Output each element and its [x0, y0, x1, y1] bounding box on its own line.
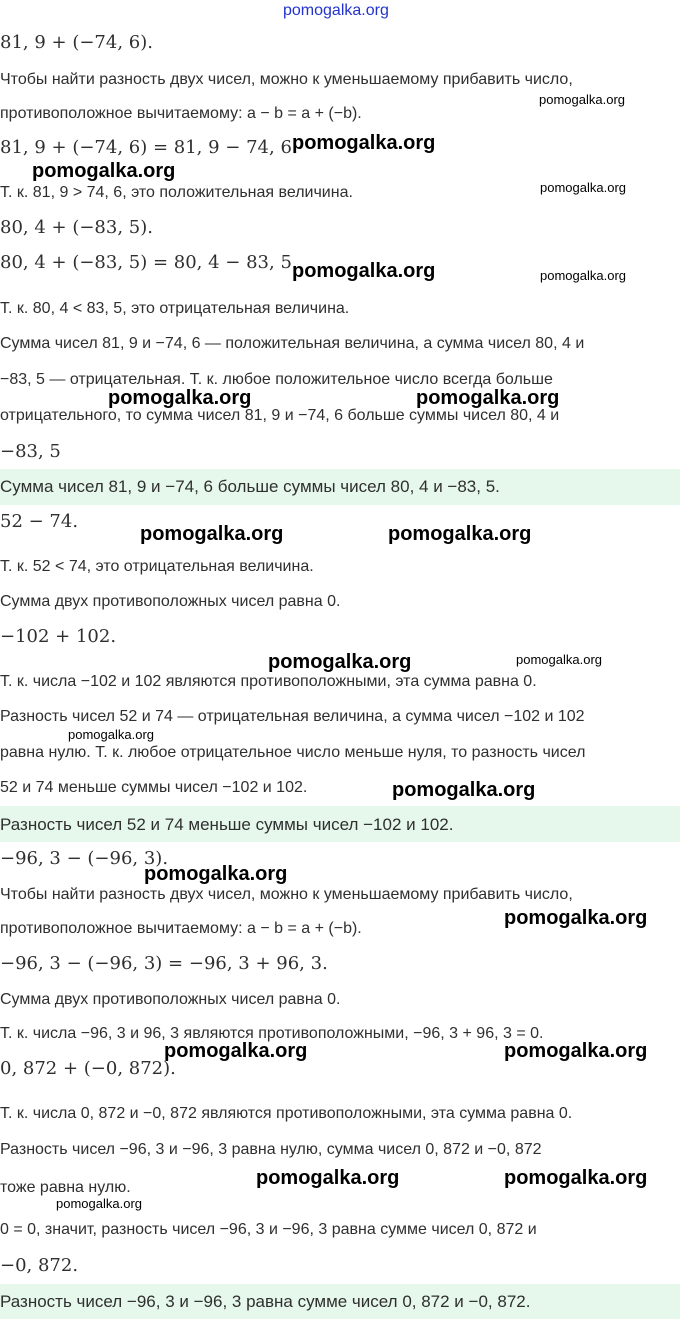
text-line: тоже равна нулю. — [0, 1179, 131, 1196]
text-line: Чтобы найти разность двух чисел, можно к уменьшаемому прибавить число, — [0, 886, 573, 903]
watermark: pomogalka.org — [392, 779, 536, 801]
watermark: pomogalka.org — [56, 1196, 142, 1211]
watermark: pomogalka.org — [256, 1167, 400, 1189]
text-line: Разность чисел 52 и 74 — отрицательная величина, а сумма чисел −102 и 102 — [0, 708, 585, 725]
expression-line: −83, 5 — [0, 441, 61, 462]
text-line: Чтобы найти разность двух чисел, можно к уменьшаемому прибавить число, — [0, 71, 573, 88]
answer-line: Сумма чисел 81, 9 и −74, 6 больше суммы чисел 80, 4 и −83, 5. — [0, 477, 500, 496]
text-line: 52 и 74 меньше суммы чисел −102 и 102. — [0, 779, 308, 796]
watermark: pomogalka.org — [540, 180, 626, 195]
watermark: pomogalka.org — [144, 863, 288, 885]
watermark: pomogalka.org — [268, 651, 412, 673]
text-line: Т. к. 81, 9 > 74, 6, это положительная величина. — [0, 184, 353, 201]
text-line: Т. к. 80, 4 < 83, 5, это отрицательная величина. — [0, 300, 350, 317]
text-line: отрицательного, то сумма чисел 81, 9 и −74, 6 больше суммы чисел 80, 4 и — [0, 407, 560, 424]
watermark: pomogalka.org — [504, 907, 648, 929]
text-line: Сумма двух противоположных чисел равна 0. — [0, 991, 341, 1008]
expression-line: −96, 3 − (−96, 3) = −96, 3 + 96, 3. — [0, 953, 328, 974]
text-line: противоположное вычитаемому: a − b = a + (−b). — [0, 920, 362, 937]
watermark: pomogalka.org — [504, 1040, 648, 1062]
text-line: Сумма чисел 81, 9 и −74, 6 — положительная величина, а сумма чисел 80, 4 и — [0, 335, 585, 352]
watermark: pomogalka.org — [164, 1040, 308, 1062]
expression-line: 80, 4 + (−83, 5) = 80, 4 − 83, 5. — [0, 252, 298, 273]
text-line: Т. к. 52 < 74, это отрицательная величина. — [0, 558, 314, 575]
text-line: противоположное вычитаемому: a − b = a + (−b). — [0, 105, 362, 122]
watermark-top: pomogalka.org — [283, 2, 389, 19]
watermark: pomogalka.org — [292, 132, 436, 154]
expression-line: 52 − 74. — [0, 511, 79, 532]
text-line: Т. к. числа −96, 3 и 96, 3 являются противоположными, −96, 3 + 96, 3 = 0. — [0, 1025, 544, 1042]
answer-line: Разность чисел 52 и 74 меньше суммы чисел −102 и 102. — [0, 815, 454, 834]
watermark: pomogalka.org — [108, 387, 252, 409]
expression-line: 81, 9 + (−74, 6). — [0, 32, 153, 53]
watermark: pomogalka.org — [540, 268, 626, 283]
text-line: −83, 5 — отрицательная. Т. к. любое положительное число всегда больше — [0, 371, 553, 388]
expression-line: 81, 9 + (−74, 6) = 81, 9 − 74, 6. — [0, 137, 298, 158]
expression-line: 80, 4 + (−83, 5). — [0, 217, 153, 238]
expression-line: −96, 3 − (−96, 3). — [0, 848, 169, 869]
watermark: pomogalka.org — [504, 1167, 648, 1189]
watermark: pomogalka.org — [140, 523, 284, 545]
watermark: pomogalka.org — [68, 727, 154, 742]
text-line: равна нулю. Т. к. любое отрицательное число меньше нуля, то разность чисел — [0, 744, 586, 761]
expression-line: −0, 872. — [0, 1255, 79, 1276]
expression-line: −102 + 102. — [0, 626, 117, 647]
expression-line: 0, 872 + (−0, 872). — [0, 1058, 176, 1079]
watermark: pomogalka.org — [416, 387, 560, 409]
watermark: pomogalka.org — [539, 92, 625, 107]
text-line: Т. к. числа −102 и 102 являются противоположными, эта сумма равна 0. — [0, 673, 537, 690]
answer-line: Разность чисел −96, 3 и −96, 3 равна сумме чисел 0, 872 и −0, 872. — [0, 1292, 531, 1311]
text-line: Разность чисел −96, 3 и −96, 3 равна нулю, сумма чисел 0, 872 и −0, 872 — [0, 1141, 542, 1158]
watermark: pomogalka.org — [516, 652, 602, 667]
watermark: pomogalka.org — [388, 523, 532, 545]
watermark: pomogalka.org — [292, 260, 436, 282]
text-line: Сумма двух противоположных чисел равна 0. — [0, 593, 341, 610]
text-line: Т. к. числа 0, 872 и −0, 872 являются противоположными, эта сумма равна 0. — [0, 1105, 573, 1122]
watermark: pomogalka.org — [32, 160, 176, 182]
text-line: 0 = 0, значит, разность чисел −96, 3 и −96, 3 равна сумме чисел 0, 872 и — [0, 1221, 537, 1238]
